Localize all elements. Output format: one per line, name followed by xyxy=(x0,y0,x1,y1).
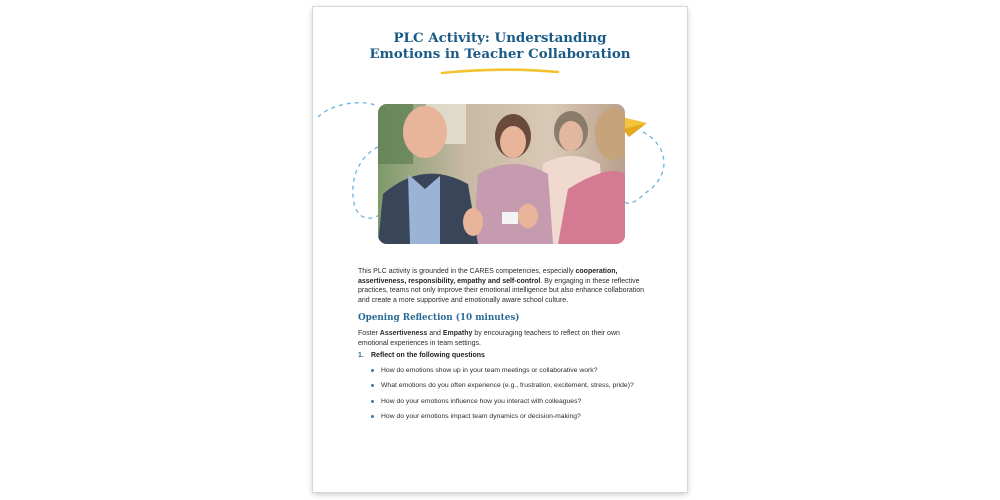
bullet-icon xyxy=(371,369,374,372)
foster-assertiveness: Assertiveness xyxy=(379,330,428,337)
foster-prefix: Foster xyxy=(358,330,380,337)
list-item xyxy=(369,413,634,428)
intro-text-1: This PLC activity is grounded in the CARES competencies, especially xyxy=(358,268,576,275)
bullet-icon xyxy=(371,400,374,403)
question-text: How do your emotions influence how you interact with colleagues? xyxy=(381,397,582,405)
list-heading: Reflect on the following questions xyxy=(371,352,485,359)
questions-list xyxy=(369,367,634,428)
question-text: How do your emotions impact team dynamics or decision-making? xyxy=(381,412,581,420)
intro-text-2: . By engaging in these reflective practices, teams not only improve their emotional intelligence but also enhance collaboration and create a more supportive and emotionally aware school culture. xyxy=(358,277,644,304)
section-heading: Opening Reflection (10 minutes) xyxy=(358,313,520,323)
foster-paragraph xyxy=(358,329,648,348)
foster-empathy: Empathy xyxy=(442,330,473,337)
question-text: What emotions do you often experience (e.g., frustration, excitement, stress, pride)? xyxy=(381,382,634,390)
foster-suffix: by encouraging teachers to reflect on their own emotional experiences in team settings. xyxy=(358,330,620,347)
title-underline xyxy=(440,66,560,76)
page-title xyxy=(313,30,687,62)
document-page xyxy=(313,7,687,492)
bullet-icon xyxy=(371,415,374,418)
list-item xyxy=(369,367,634,382)
question-text: How do emotions show up in your team meetings or collaborative work? xyxy=(381,367,598,374)
intro-competencies: cooperation, assertiveness, responsibility, empathy and self-control xyxy=(358,268,618,285)
teachers-photo xyxy=(378,104,625,244)
bullet-icon xyxy=(371,384,374,387)
numbered-list-item xyxy=(358,352,485,359)
list-item xyxy=(369,382,634,397)
list-number: 1. xyxy=(358,352,364,359)
foster-and: and xyxy=(427,330,443,337)
intro-paragraph xyxy=(358,267,648,305)
title-line-2: Emotions in Teacher Collaboration xyxy=(369,46,631,62)
title-line-1: PLC Activity: Understanding xyxy=(393,30,607,46)
list-item xyxy=(369,398,634,413)
